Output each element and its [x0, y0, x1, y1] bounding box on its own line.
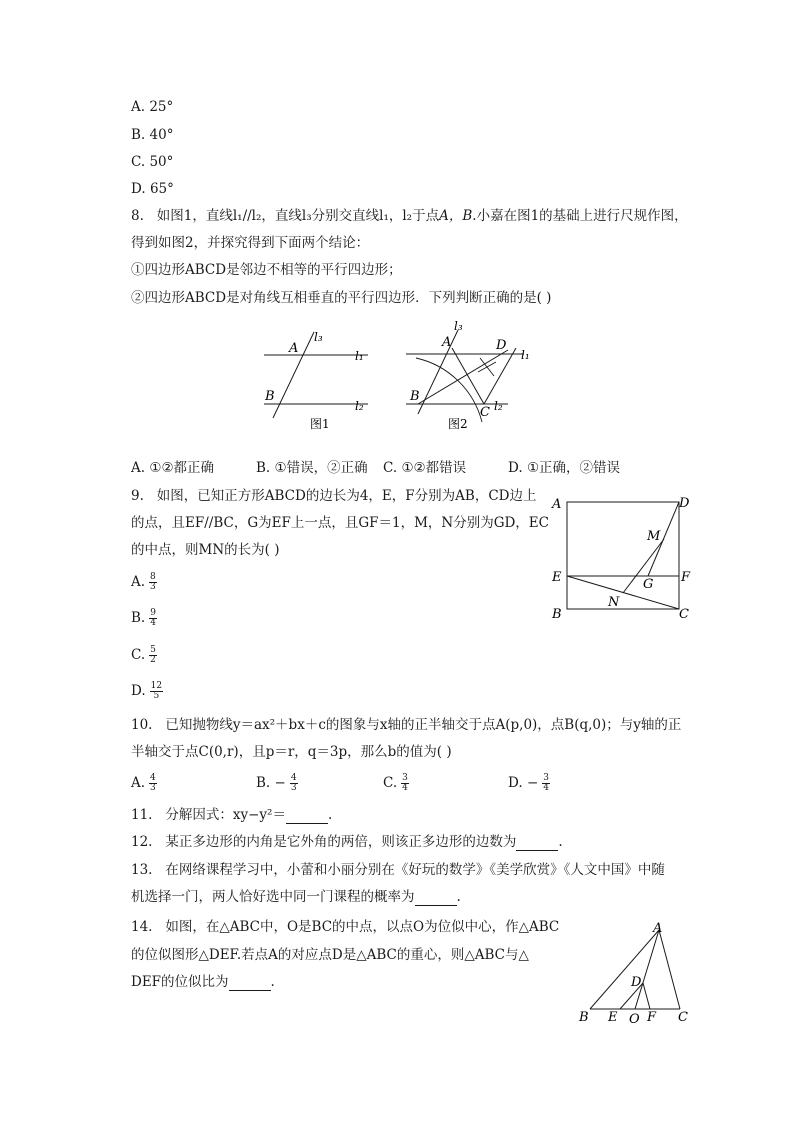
q10-line-2: 半轴交于点C(0,r)，且p＝r，q＝3p，那么b的值为( )	[131, 744, 452, 760]
q9-option-a-fraction: $\frac{8}{3}$	[150, 572, 156, 592]
q14-label-e: E	[608, 1010, 618, 1025]
q12-line: 12. 某正多边形的内角是它外角的两倍，则该正多边形的边数为 .	[131, 834, 563, 850]
fig2-caption: 图2	[448, 417, 468, 431]
fig2-label-b: B	[410, 389, 420, 404]
q8-line-2: 得到如图2，并探究得到下面两个结论：	[131, 235, 370, 251]
q7-option-d: D. 65°	[131, 181, 174, 197]
q7-option-b: B. 40°	[131, 127, 174, 143]
q9-option-d: D. $\frac{12}{5}$	[131, 681, 163, 701]
q8-option-c: C. ①②都错误	[383, 460, 467, 476]
fig2-label-a: A	[442, 335, 452, 350]
fig1-caption: 图1	[310, 417, 330, 431]
q8-option-d: D. ①正确，②错误	[508, 460, 621, 476]
q14-label-d: D	[631, 975, 642, 990]
fig1-label-b: B	[265, 389, 275, 404]
q9-label-a: A	[552, 497, 562, 512]
q7-option-c: C. 50°	[131, 154, 174, 170]
q9-option-d-fraction: $\frac{12}{5}$	[150, 681, 163, 701]
q8-figure-1	[258, 326, 378, 436]
q9-line-2: 的点，且EF//BC，G为EF上一点，且GF＝1，M，N分别为GD，EC	[131, 515, 549, 531]
q14-line-2: 的位似图形△DEF.若点A的对应点D是△ABC的重心，则△ABC与△	[131, 947, 529, 963]
q9-label-n: N	[608, 595, 620, 610]
q8-option-a: A. ①②都正确	[131, 460, 215, 476]
q10-option-d: D. − $\frac{3}{4}$	[508, 773, 549, 793]
q10-option-b-fraction: $\frac{4}{3}$	[290, 773, 297, 793]
q13-answer-blank[interactable]	[415, 893, 457, 906]
q9-label-c: C	[679, 607, 689, 622]
q8-line-3: ①四边形ABCD是邻边不相等的平行四边形；	[131, 262, 402, 278]
fig1-label-l2: l₂	[355, 399, 364, 413]
q10-option-c: C. $\frac{3}{4}$	[383, 773, 408, 793]
q14-line-3: DEF的位似比为 .	[131, 974, 275, 990]
q9-label-b: B	[552, 607, 562, 622]
q14-answer-blank[interactable]	[229, 978, 271, 991]
q9-option-b-fraction: $\frac{9}{4}$	[150, 608, 156, 628]
q10-option-a-fraction: $\frac{4}{3}$	[150, 773, 156, 793]
q9-line-1: 9. 如图，已知正方形ABCD的边长为4，E，F分别为AB，CD边上	[131, 488, 537, 504]
fig2-label-l1: l₁	[521, 348, 530, 362]
q14-label-c: C	[678, 1010, 688, 1025]
fig1-label-l1: l₁	[355, 349, 364, 363]
q9-label-f: F	[681, 570, 691, 585]
q8-figure-2	[398, 318, 548, 436]
q9-figure	[548, 490, 698, 625]
q13-line-1: 13. 在网络课程学习中，小蕾和小丽分别在《好玩的数学》《美学欣赏》《人文中国》中随	[131, 862, 665, 878]
q14-line-1: 14. 如图，在△ABC中，O是BC的中点，以点O为位似中心，作△ABC	[131, 919, 560, 935]
q14-label-o: O	[629, 1012, 640, 1027]
q9-option-a: A. $\frac{8}{3}$	[131, 572, 156, 592]
q14-label-a: A	[653, 921, 663, 936]
fig1-label-a: A	[289, 341, 299, 356]
q10-option-a: A. $\frac{4}{3}$	[131, 773, 156, 793]
q9-option-c: C. $\frac{5}{2}$	[131, 645, 156, 665]
q9-label-g: G	[643, 577, 654, 592]
q11-answer-blank[interactable]	[286, 811, 328, 824]
q14-label-b: B	[579, 1010, 589, 1025]
fig2-label-l2: l₂	[494, 399, 503, 413]
q8-line-4: ②四边形ABCD是对角线互相垂直的平行四边形．下列判断正确的是( )	[131, 290, 552, 306]
q8-option-b: B. ①错误，②正确	[256, 460, 368, 476]
q11-line: 11. 分解因式：xy−y²＝ .	[131, 807, 333, 823]
q14-label-f: F	[647, 1010, 657, 1025]
q13-line-2: 机选择一门，两人恰好选中同一门课程的概率为 .	[131, 889, 461, 905]
q9-label-m: M	[647, 529, 661, 544]
q7-option-a: A. 25°	[131, 99, 174, 115]
q9-line-3: 的中点，则MN的长为( )	[131, 542, 280, 558]
q10-option-b: B. − $\frac{4}{3}$	[256, 773, 297, 793]
q8-line-1: 8. 如图1，直线l₁//l₂，直线l₃分别交直线l₁，l₂于点A，B.小嘉在图1的基础上进行尺规作图，	[131, 208, 688, 224]
q10-option-d-fraction: $\frac{3}{4}$	[543, 773, 549, 793]
q10-line-1: 10. 已知抛物线y＝ax²＋bx＋c的图象与x轴的正半轴交于点A(p,0)，点B(q,0)；与y轴的正	[131, 717, 682, 733]
fig2-label-c: C	[480, 405, 490, 420]
q9-label-e: E	[552, 570, 562, 585]
q10-option-c-fraction: $\frac{3}{4}$	[402, 773, 408, 793]
q9-option-b: B. $\frac{9}{4}$	[131, 608, 156, 628]
q14-figure	[572, 920, 702, 1030]
q12-answer-blank[interactable]	[516, 838, 558, 851]
fig1-label-l3: l₃	[314, 330, 323, 344]
q9-option-c-fraction: $\frac{5}{2}$	[150, 645, 156, 665]
q9-label-d: D	[679, 496, 690, 511]
fig2-label-d: D	[496, 338, 507, 353]
fig2-label-l3: l₃	[454, 319, 463, 333]
